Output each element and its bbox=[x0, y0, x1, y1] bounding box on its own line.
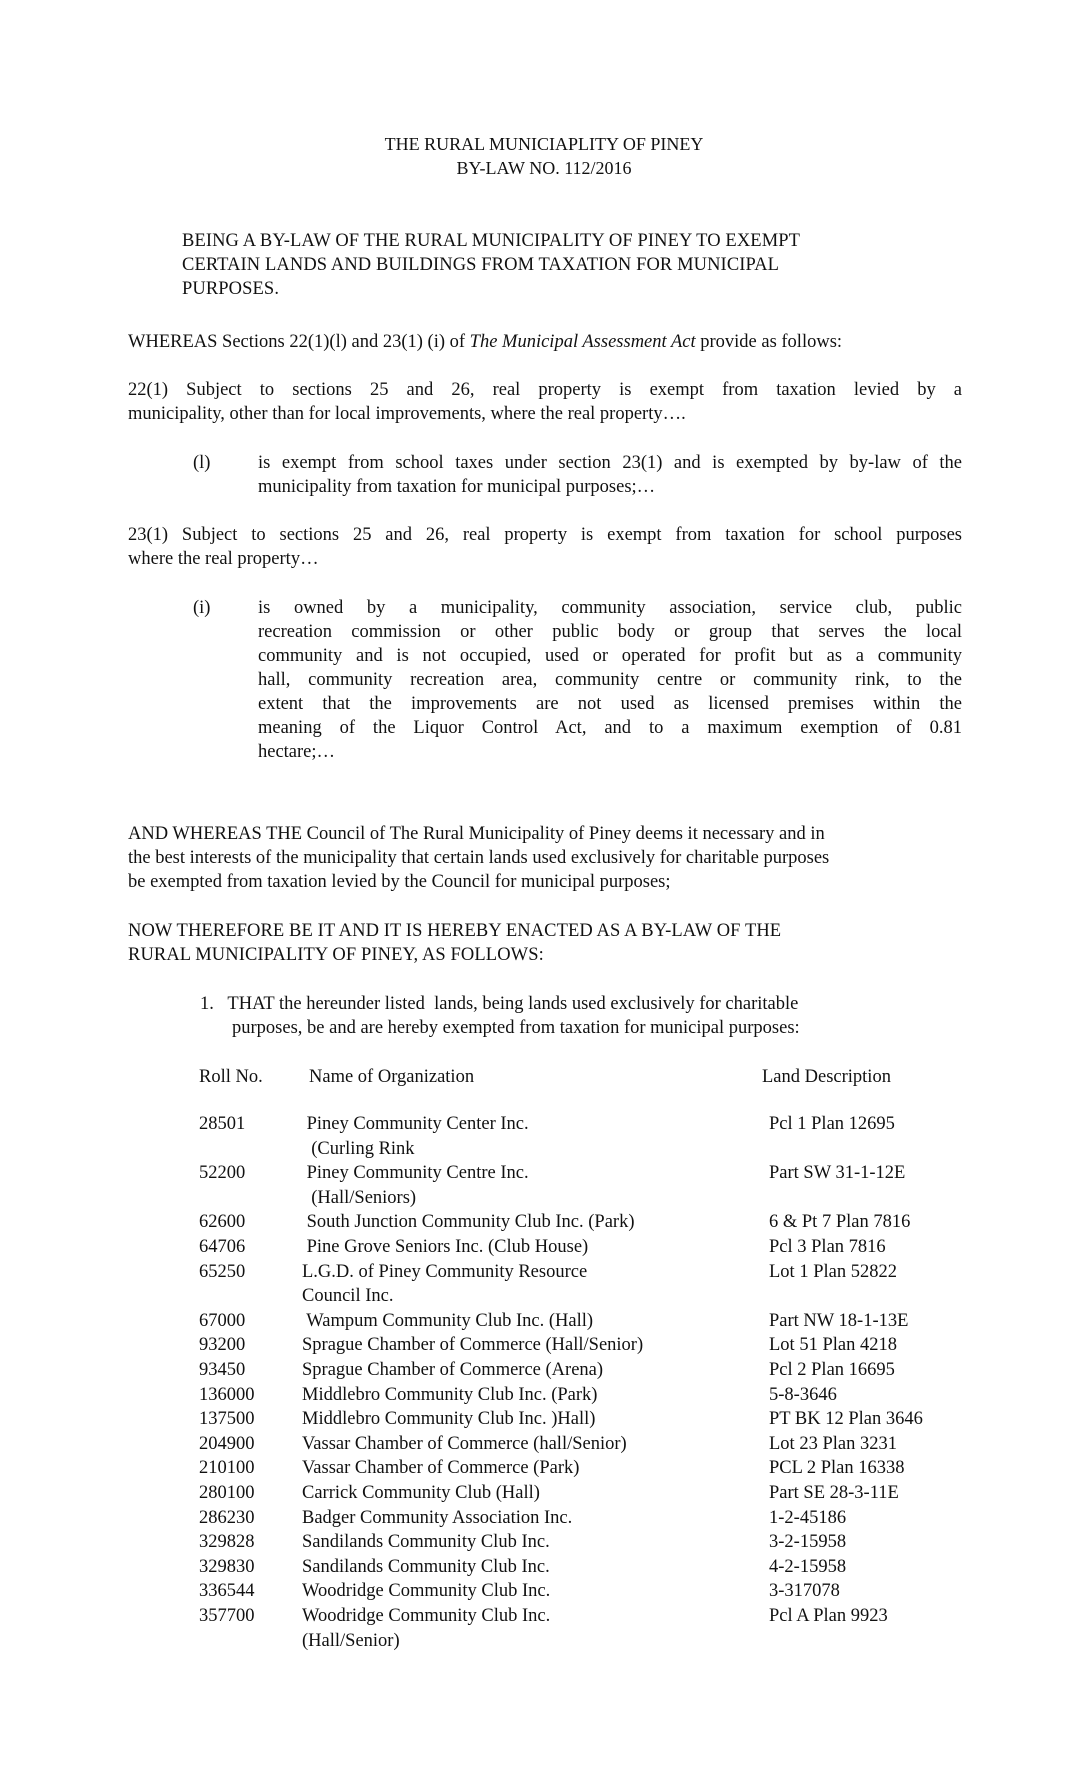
roll-number: 52200 bbox=[199, 1163, 246, 1184]
table-row bbox=[0, 1383, 1088, 1408]
roll-number: 210100 bbox=[199, 1458, 255, 1479]
land-description: Lot 23 Plan 3231 bbox=[769, 1433, 897, 1454]
organization-name: Piney Community Centre Inc. bbox=[302, 1163, 529, 1184]
table-row bbox=[0, 1604, 1088, 1629]
s23-clause-line: recreation commission or other public body or group that serves the local bbox=[258, 622, 962, 642]
table-row bbox=[0, 1137, 1088, 1162]
roll-number: 136000 bbox=[199, 1384, 255, 1405]
table-row bbox=[0, 1333, 1088, 1358]
land-description: 6 & Pt 7 Plan 7816 bbox=[769, 1212, 911, 1233]
table-row bbox=[0, 1579, 1088, 1604]
organization-name: L.G.D. of Piney Community Resource bbox=[302, 1261, 588, 1282]
roll-number: 64706 bbox=[199, 1237, 246, 1257]
organization-name: Sprague Chamber of Commerce (Arena) bbox=[302, 1360, 604, 1380]
s23-line-2: where the real property… bbox=[128, 549, 319, 569]
table-row bbox=[0, 1284, 1088, 1309]
organization-name: (Hall/Seniors) bbox=[302, 1187, 417, 1208]
land-description: 1-2-45186 bbox=[769, 1507, 847, 1528]
roll-number: 280100 bbox=[199, 1483, 255, 1503]
whereas-line bbox=[128, 330, 842, 354]
s23-clause-line: hall, community recreation area, community centre or community rink, to the bbox=[258, 670, 962, 690]
roll-number: 204900 bbox=[199, 1433, 255, 1454]
roll-number: 93200 bbox=[199, 1335, 246, 1356]
bylaw-number: BY-LAW NO. 112/2016 bbox=[456, 158, 632, 178]
s23-line-1: 23(1) Subject to sections 25 and 26, real property is exempt from taxation for school purposes bbox=[128, 525, 962, 545]
s22-clause-line-1: is exempt from school taxes under section 23(1) and is exempted by by-law of the bbox=[258, 453, 962, 473]
organization-name: Council Inc. bbox=[302, 1286, 394, 1307]
purpose-line-2: CERTAIN LANDS AND BUILDINGS FROM TAXATION FOR MUNICIPAL bbox=[182, 255, 780, 275]
header-organization: Name of Organization bbox=[309, 1067, 475, 1087]
organization-name: (Curling Rink bbox=[302, 1138, 415, 1159]
organization-name: South Junction Community Club Inc. (Park) bbox=[302, 1212, 635, 1233]
s23-clause-line: is owned by a municipality, community association, service club, public bbox=[258, 598, 962, 618]
and-whereas-line-3: be exempted from taxation levied by the Council for municipal purposes; bbox=[128, 872, 671, 892]
header-land-description: Land Description bbox=[762, 1067, 891, 1087]
table-row bbox=[0, 1555, 1088, 1580]
table-row bbox=[0, 1629, 1088, 1654]
land-description: 3-2-15958 bbox=[769, 1532, 847, 1553]
s23-clause-number: (i) bbox=[193, 598, 211, 618]
organization-name: Middlebro Community Club Inc. (Park) bbox=[302, 1384, 598, 1405]
table-row bbox=[0, 1309, 1088, 1334]
organization-name: Sandilands Community Club Inc. bbox=[302, 1532, 550, 1553]
roll-number: 65250 bbox=[199, 1261, 246, 1282]
land-description: Pcl A Plan 9923 bbox=[769, 1606, 888, 1626]
organization-name: Sprague Chamber of Commerce (Hall/Senior) bbox=[302, 1335, 644, 1356]
act-name: The Municipal Assessment Act bbox=[469, 332, 696, 352]
roll-number: 62600 bbox=[199, 1212, 246, 1233]
table-row bbox=[0, 1112, 1088, 1137]
s23-clause-line: extent that the improvements are not used as licensed premises within the bbox=[258, 694, 962, 714]
organization-name: Woodridge Community Club Inc. bbox=[302, 1581, 551, 1602]
land-description: Lot 1 Plan 52822 bbox=[769, 1261, 897, 1282]
purpose-line-3: PURPOSES. bbox=[182, 279, 280, 299]
s22-clause-line-2: municipality from taxation for municipal purposes;… bbox=[258, 477, 656, 497]
purpose-line-1: BEING A BY-LAW OF THE RURAL MUNICIPALITY OF PINEY TO EXEMPT bbox=[182, 231, 801, 251]
organization-name: (Hall/Senior) bbox=[302, 1630, 400, 1651]
roll-number: 137500 bbox=[199, 1409, 255, 1430]
organization-name: Vassar Chamber of Commerce (Park) bbox=[302, 1458, 580, 1479]
organization-name: Middlebro Community Club Inc. )Hall) bbox=[302, 1409, 596, 1430]
roll-number: 28501 bbox=[199, 1114, 246, 1134]
and-whereas-line-1: AND WHEREAS THE Council of The Rural Municipality of Piney deems it necessary and in bbox=[128, 824, 825, 844]
table-row bbox=[0, 1506, 1088, 1531]
land-description: Pcl 2 Plan 16695 bbox=[769, 1360, 895, 1380]
table-row bbox=[0, 1407, 1088, 1432]
roll-number: 336544 bbox=[199, 1581, 255, 1602]
roll-number: 286230 bbox=[199, 1507, 255, 1528]
land-description: Lot 51 Plan 4218 bbox=[769, 1335, 897, 1356]
table-header bbox=[0, 1065, 1088, 1090]
roll-number: 329830 bbox=[199, 1556, 255, 1577]
roll-number: 329828 bbox=[199, 1532, 255, 1553]
roll-number: 93450 bbox=[199, 1360, 246, 1380]
organization-name: Carrick Community Club (Hall) bbox=[302, 1483, 540, 1503]
whereas-post: provide as follows: bbox=[695, 332, 843, 352]
table-row bbox=[0, 1358, 1088, 1383]
table-row bbox=[0, 1210, 1088, 1235]
organization-name: Piney Community Center Inc. bbox=[302, 1114, 529, 1134]
s23-clause-line: community and is not occupied, used or operated for profit but as a community bbox=[258, 646, 962, 666]
land-description: Part SE 28-3-11E bbox=[769, 1483, 899, 1503]
table-row bbox=[0, 1186, 1088, 1211]
table-row bbox=[0, 1481, 1088, 1506]
table-row bbox=[0, 1235, 1088, 1260]
land-description: Part SW 31-1-12E bbox=[769, 1163, 906, 1184]
land-description: 3-317078 bbox=[769, 1581, 840, 1602]
municipality-title: THE RURAL MUNICIAPLITY OF PINEY bbox=[384, 134, 704, 154]
organization-name: Sandilands Community Club Inc. bbox=[302, 1556, 550, 1577]
table-row bbox=[0, 1456, 1088, 1481]
item1-line-1: 1. THAT the hereunder listed lands, being lands used exclusively for charitable bbox=[200, 994, 799, 1014]
land-description: PCL 2 Plan 16338 bbox=[769, 1458, 905, 1479]
roll-number: 357700 bbox=[199, 1606, 255, 1626]
land-description: Pcl 1 Plan 12695 bbox=[769, 1114, 895, 1134]
s22-line-2: municipality, other than for local improvements, where the real property…. bbox=[128, 404, 686, 424]
header-roll-no: Roll No. bbox=[199, 1067, 263, 1087]
s23-clause-line: hectare;… bbox=[258, 742, 336, 762]
enact-line-1: NOW THEREFORE BE IT AND IT IS HEREBY ENACTED AS A BY-LAW OF THE bbox=[128, 921, 782, 941]
organization-name: Pine Grove Seniors Inc. (Club House) bbox=[302, 1237, 589, 1257]
organization-name: Badger Community Association Inc. bbox=[302, 1507, 573, 1528]
table-row bbox=[0, 1260, 1088, 1285]
and-whereas-line-2: the best interests of the municipality that certain lands used exclusively for charitable purposes bbox=[128, 848, 830, 868]
s23-clause-line: meaning of the Liquor Control Act, and to a maximum exemption of 0.81 bbox=[258, 718, 962, 738]
roll-number: 67000 bbox=[199, 1310, 246, 1331]
organization-name: Vassar Chamber of Commerce (hall/Senior) bbox=[302, 1433, 627, 1454]
whereas-pre: WHEREAS Sections 22(1)(l) and 23(1) (i) of bbox=[128, 332, 470, 352]
organization-name: Woodridge Community Club Inc. bbox=[302, 1606, 551, 1626]
enact-line-2: RURAL MUNICIPALITY OF PINEY, AS FOLLOWS: bbox=[128, 945, 544, 965]
table-row bbox=[0, 1161, 1088, 1186]
item1-line-2: purposes, be and are hereby exempted from taxation for municipal purposes: bbox=[232, 1018, 800, 1038]
land-description: Pcl 3 Plan 7816 bbox=[769, 1237, 886, 1257]
s22-clause-number: (l) bbox=[193, 453, 211, 473]
table-row bbox=[0, 1530, 1088, 1555]
land-description: 5-8-3646 bbox=[769, 1384, 837, 1405]
land-description: Part NW 18-1-13E bbox=[769, 1310, 909, 1331]
land-description: 4-2-15958 bbox=[769, 1556, 847, 1577]
land-description: PT BK 12 Plan 3646 bbox=[769, 1409, 923, 1430]
s22-line-1: 22(1) Subject to sections 25 and 26, real property is exempt from taxation levied by a bbox=[128, 380, 962, 400]
organization-name: Wampum Community Club Inc. (Hall) bbox=[302, 1310, 594, 1331]
table-row bbox=[0, 1432, 1088, 1457]
